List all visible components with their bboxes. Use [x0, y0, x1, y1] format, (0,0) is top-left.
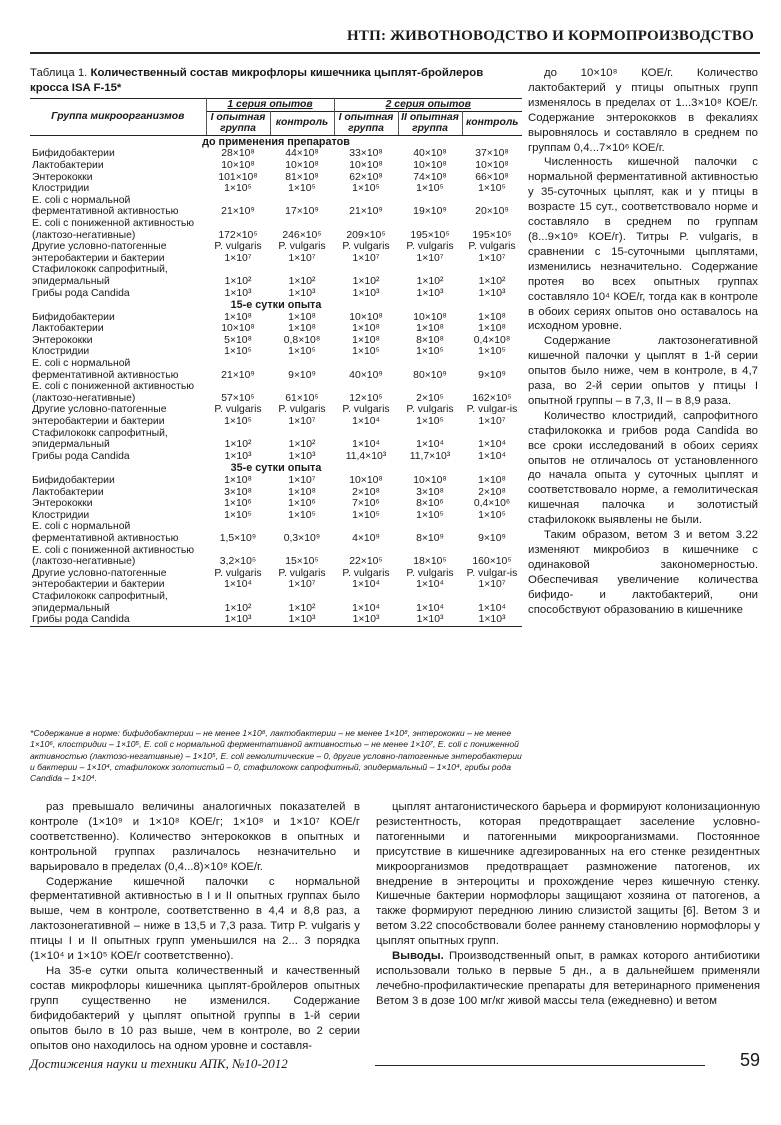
value-cell: 22×10⁵ [349, 556, 383, 568]
th-s1-ctrl: контроль [270, 111, 334, 135]
value-cell: 7×10⁶ [352, 498, 380, 510]
table-row [30, 148, 522, 160]
group-name-cell: E. coli с пониженной активностью (лактозо-негативные) [32, 381, 195, 404]
table-row [30, 195, 522, 218]
value-cell: 1×10² [224, 439, 252, 451]
value-cell: 1×10⁶ [224, 498, 252, 510]
th-group: Группа микроорганизмов [30, 99, 206, 136]
section-title: до применения препаратов [202, 135, 350, 148]
value-cell: 2×10⁸ [478, 486, 506, 498]
value-cell: 2×10⁸ [352, 486, 380, 498]
table-row [30, 346, 522, 358]
value-cell: 17×10⁹ [285, 206, 319, 218]
value-cell: P. vulgaris 1×10⁵ [406, 404, 454, 428]
group-name-cell: Клостридии [32, 509, 90, 521]
value-cell: 1×10⁵ [288, 509, 316, 521]
group-name-cell: Энтерококки [32, 334, 93, 346]
table-row [30, 521, 522, 544]
value-cell: 1×10³ [288, 287, 316, 299]
bottom-left-paragraph: раз превышало величины аналогичных показателей в контроле (1×10⁹ и 1×10⁸ КОЕ/г; 1×10⁸ и 1×10⁷ КОЕ/г соответственно). Количество энтерококков в опытных и контрольной группах различалось незначительно и варьировало в пределах (0,4...8)×10⁸ КОЕ/г. [30, 801, 360, 873]
value-cell: 28×10⁸ [221, 148, 255, 160]
table-body [30, 135, 522, 626]
value-cell: 1×10³ [224, 450, 252, 462]
section-title: 35-е сутки опыта [230, 462, 322, 475]
value-cell: 0,4×10⁶ [473, 498, 511, 510]
value-cell: P. vulgaris 1×10⁷ [468, 241, 516, 264]
value-cell: 11,4×10³ [345, 450, 387, 462]
value-cell: 3×10⁸ [416, 486, 444, 498]
page-footer [30, 1052, 760, 1078]
value-cell: 1×10⁴ [416, 602, 444, 614]
value-cell: 10×10⁸ [285, 159, 319, 171]
value-cell: 20×10⁹ [475, 206, 509, 218]
table-row [30, 172, 522, 184]
value-cell: 3,2×10⁵ [219, 556, 257, 568]
table-row [30, 568, 522, 591]
value-cell: 66×10⁸ [475, 171, 509, 183]
group-name-cell: Другие условно-патогенные энтеробактерии и бактерии [32, 241, 167, 264]
value-cell: 1×10⁸ [224, 475, 252, 486]
value-cell: 1×10³ [206, 614, 270, 626]
value-cell: 1×10⁴ [416, 439, 444, 451]
value-cell: 1×10⁴ [352, 602, 380, 614]
value-cell: 12×10⁵ [349, 392, 383, 404]
table-row [30, 264, 522, 287]
table-row [30, 288, 522, 300]
table-row [30, 475, 522, 487]
right-column-paragraph: до 10×10⁸ КОЕ/г. Количество лактобактерий у птицы опытных групп изменялось в пределах от 1...3×10⁸ КОЕ/г. Содержание энтерококков в фекалиях выровнялось и составляло в среднем по группам 0,4...7×10⁶ КОЕ/г. [528, 67, 758, 154]
value-cell: P. vulgaris 1×10⁴ [342, 404, 390, 428]
value-cell: 1×10⁸ [288, 311, 316, 323]
value-cell: 1×10⁵ [478, 509, 506, 521]
group-name-cell: Стафилококк сапрофитный, эпидермальный [32, 427, 168, 451]
table-row [30, 451, 522, 463]
right-column-paragraph: Численность кишечной палочки с нормальной ферментативной активностью у 35-суточных цыплят, как и у птицы в возрасте 15 сут., соответствовало норме и составляло в среднем по группам (8...9×10⁹ КОЕ/г). Титры P. vulgaris, в сравнении с 15-суточными цыплятами, изменились незначительно. Содержание протея во всех опытных группах составляло 10⁴ КОЕ/г, тогда как в контроле в обоих сериях опытов оно оставалось на исходном уровне. [528, 156, 758, 333]
group-name-cell: Клостридии [32, 346, 90, 358]
value-cell: 21×10⁹ [221, 206, 255, 218]
value-cell: 195×10⁵ [410, 229, 450, 241]
value-cell: 1×10⁵ [416, 509, 444, 521]
value-cell: 37×10⁸ [475, 148, 509, 160]
table-row [30, 545, 522, 568]
value-cell: 10×10⁸ [349, 159, 383, 171]
value-cell: 21×10⁹ [349, 206, 383, 218]
group-name-cell: Лактобактерии [32, 323, 104, 335]
value-cell: P. vulgaris 1×10⁷ [278, 241, 326, 264]
bottom-left-paragraph: На 35-е сутки опыта количественный и качественный состав микрофлоры кишечника цыплят-бройлеров опытных групп существенно не изменился. Содержание бифидобактерий у цыплят опытной группы в 1-й серии опытов было в 10 раз выше, чем в контроле, во 2 серии опытов оно находилось на одном уровне и составля- [30, 964, 360, 1052]
value-cell: 1×10⁸ [352, 323, 380, 335]
table-row [30, 381, 522, 404]
value-cell: P. vulgaris 1×10⁷ [278, 567, 326, 591]
value-cell: 2×10⁵ [416, 392, 444, 404]
table-row [30, 241, 522, 264]
value-cell: 9×10⁹ [288, 369, 316, 381]
value-cell: 10×10⁸ [221, 323, 255, 335]
value-cell: 10×10⁸ [413, 159, 447, 171]
group-name-cell: Грибы рода Candida [32, 287, 130, 299]
table-row [30, 358, 522, 381]
conclusions-heading: Выводы. [392, 950, 444, 963]
group-name-cell: Грибы рода Candida [30, 614, 206, 626]
table-caption-prefix: Таблица 1. [30, 67, 88, 79]
value-cell: 21×10⁹ [221, 369, 255, 381]
table-row [30, 614, 522, 626]
value-cell: 1×10⁵ [352, 509, 380, 521]
group-name-cell: E. coli с нормальной ферментативной активностью [32, 358, 179, 381]
group-name-cell: Бифидобактерии [32, 311, 115, 323]
right-column [528, 66, 758, 618]
table-row [30, 335, 522, 347]
table-row [30, 510, 522, 522]
bottom-left-column [30, 800, 360, 1053]
section-header-row [30, 462, 522, 475]
table-footnote: *Содержание в норме: бифидобактерии – не менее 1×10⁸, лактобактерии – не менее 1×10⁸, энтерококки – не менее 1×10⁶, клостридии – 1×10⁵, E. coli с нормальной ферментативной активностью – не менее 1×10⁷, E. coli с пониженной активностью (лактозо-негативные) – 1×10⁵, E. coli гемолитические – 0, другие условно-патогенные энтеробактерии и бактерии – 1×10⁴, стафилококк золотистый – 0, стафилококк сапрофитный, эпидермальный – 1×10⁴, грибы рода Candida – 1×10⁴. [30, 728, 522, 784]
value-cell: 1×10⁸ [352, 334, 380, 346]
group-name-cell: E. coli с нормальной ферментативной активностью [32, 521, 179, 544]
table-row [30, 428, 522, 451]
group-name-cell: Другие условно-патогенные энтеробактерии и бактерии [32, 404, 167, 428]
value-cell: 1×10⁵ [288, 346, 316, 358]
value-cell: 1×10⁴ [478, 602, 506, 614]
group-name-cell: E. coli с нормальной ферментативной активностью [32, 194, 179, 218]
value-cell: 74×10⁸ [413, 171, 447, 183]
value-cell: P. vulgaris 1×10⁴ [406, 567, 454, 591]
value-cell: 1×10⁸ [416, 323, 444, 335]
th-s2-ctrl: контроль [462, 111, 522, 135]
value-cell: 1×10⁵ [478, 346, 506, 358]
value-cell: 1×10⁸ [224, 311, 252, 323]
group-name-cell: Грибы рода Candida [32, 450, 130, 462]
value-cell: 61×10⁵ [285, 392, 319, 404]
value-cell: 57×10⁵ [221, 392, 255, 404]
value-cell: 10×10⁸ [349, 475, 383, 486]
table-row [30, 487, 522, 499]
value-cell: 1×10² [478, 275, 506, 287]
conclusions-text: Производственный опыт, в рамках которого антибиотики использовали только в первые 5 дн., а в дальнейшем применяли лечебно-профилактические препараты для ветеринарного применения Ветом 3 в дозе 100 мг/кг живой массы тела (ежедневно) и ветом [376, 950, 760, 1007]
value-cell: 62×10⁸ [349, 171, 383, 183]
group-name-cell: Лактобактерии [32, 159, 104, 171]
value-cell: 1×10⁵ [352, 346, 380, 358]
value-cell: 101×10⁸ [218, 171, 258, 183]
table-row [30, 404, 522, 427]
th-s2-exp2: II опытная группа [398, 111, 462, 135]
value-cell: 1×10² [288, 602, 316, 614]
value-cell: 1×10² [288, 439, 316, 451]
value-cell: P. vulgaris 1×10⁷ [406, 241, 454, 264]
value-cell: 1×10⁵ [288, 183, 316, 195]
table-row [30, 160, 522, 172]
value-cell: 209×10⁵ [346, 229, 386, 241]
right-column-paragraph: Таким образом, ветом 3 и ветом 3.22 изменяют микробиоз в кишечнике с одинаковой закономерностью. Обеспечивая увеличение количества бифидо- и лактобактерий, они способствуют образованию в кишечнике [528, 529, 758, 616]
value-cell: 1×10³ [352, 287, 380, 299]
group-name-cell: Бифидобактерии [32, 148, 115, 160]
value-cell: 1×10⁸ [288, 323, 316, 335]
value-cell: 18×10⁵ [413, 556, 447, 568]
value-cell: 1×10³ [398, 614, 462, 626]
journal-name: Достижения науки и техники АПК, №10-2012 [30, 1056, 288, 1071]
value-cell: 1×10⁴ [478, 450, 506, 462]
group-name-cell: Энтерококки [32, 171, 93, 183]
value-cell: 9×10⁹ [478, 532, 506, 544]
value-cell: 1×10⁴ [478, 439, 506, 451]
value-cell: 40×10⁹ [349, 369, 383, 381]
value-cell: 80×10⁹ [413, 369, 447, 381]
th-series-2: 2 серия опытов [334, 99, 522, 112]
value-cell: 1×10³ [288, 450, 316, 462]
value-cell: 1×10⁶ [288, 498, 316, 510]
value-cell: 162×10⁵ [472, 392, 512, 404]
table-caption-title: Количественный состав микрофлоры кишечника цыплят-бройлеров кросса ISA F-15* [30, 67, 484, 94]
value-cell: 1×10² [224, 602, 252, 614]
value-cell: 3×10⁸ [224, 486, 252, 498]
value-cell: P. vulgaris 1×10⁷ [278, 404, 326, 428]
value-cell: 81×10⁸ [285, 171, 319, 183]
value-cell: 1×10⁸ [288, 486, 316, 498]
value-cell: 1×10⁵ [224, 509, 252, 521]
value-cell: 11,7×10³ [409, 450, 451, 462]
group-name-cell: E. coli с пониженной активностью (лактозо-негативные) [32, 544, 195, 568]
section-header-row [30, 135, 522, 148]
right-column-paragraph: Содержание лактозонегативной кишечной палочки у цыплят в 1-й серии опытов было ниже, чем в контроле, в 4,7 раза, во 2-й серии опытов у птицы I опытной группы – в 7,3, II – в 8,9 раза. [528, 335, 758, 407]
header-title: НТП: ЖИВОТНОВОДСТВО И КОРМОПРОИЗВОДСТВО [347, 28, 754, 44]
value-cell: 0,4×10⁸ [473, 334, 511, 346]
group-name-cell: Стафилококк сапрофитный, эпидермальный [32, 264, 168, 287]
value-cell: 0,8×10⁸ [283, 334, 321, 346]
value-cell: 9×10⁹ [478, 369, 506, 381]
value-cell: 160×10⁵ [472, 556, 512, 568]
bottom-right-column [376, 800, 760, 1009]
group-name-cell: Энтерококки [32, 498, 93, 510]
footer-rule [375, 1065, 705, 1066]
value-cell: 1×10³ [334, 614, 398, 626]
value-cell: 1×10² [224, 275, 252, 287]
value-cell: 1×10³ [416, 287, 444, 299]
section-header-row [30, 299, 522, 312]
value-cell: 33×10⁸ [349, 148, 383, 160]
value-cell: 10×10⁸ [413, 311, 447, 323]
value-cell: 1×10⁸ [478, 323, 506, 335]
value-cell: 1×10³ [224, 287, 252, 299]
table-row [30, 323, 522, 335]
table-header-row-1 [30, 99, 522, 112]
value-cell: 15×10⁵ [285, 556, 319, 568]
value-cell: 1×10⁴ [352, 439, 380, 451]
page-number: 59 [739, 1050, 760, 1070]
value-cell: P. vulgaris 1×10⁷ [214, 241, 262, 264]
value-cell: 1×10³ [478, 287, 506, 299]
value-cell: 8×10⁹ [416, 532, 444, 544]
value-cell: 8×10⁶ [416, 498, 444, 510]
group-name-cell: E. coli с пониженной активностью (лактозо-негативные) [32, 217, 195, 241]
value-cell: 4×10⁹ [352, 532, 380, 544]
bottom-right-paragraph: цыплят антагонистического барьера и формируют колонизационную резистентность, которая предотвращает заселение условно-патогенными и патогенными микроорганизмами. Постоянное присутствие в кишечнике адгезированных на его стенке резидентных микроорганизмов предотвращает размножение патогенов, их внедрение в энтероциты и прохождение через кишечную стенку. Кишечные бактерии нормофлоры защищают хозяина от патогенов, а также формируют переднюю линию слизистой защиты [6]. Ветом 3 и ветом 3.22 способствовали более раннему становлению нормофлоры у цыплят опытных групп. [376, 801, 760, 948]
value-cell: 19×10⁹ [413, 206, 447, 218]
table-row [30, 312, 522, 324]
microflora-table [30, 98, 522, 627]
value-cell: 10×10⁸ [349, 311, 383, 323]
bottom-left-paragraph: Содержание кишечной палочки с нормальной ферментативной активностью в I и II опытных группах было выше, чем в контроле, соответственно в 4,4 и 8,8 раз, а лактозонегативной – ниже в 13,5 и 7,3 раза. Титр P. vulgaris у птицы I и II опытных групп уменьшился на 2... 3 порядка (1×10⁴ и 1×10⁵ КОЕ/г соответственно). [30, 875, 360, 963]
value-cell: 1×10⁵ [478, 183, 506, 195]
value-cell: 1×10³ [462, 614, 522, 626]
value-cell: 1×10⁵ [416, 346, 444, 358]
th-series-1: 1 серия опытов [206, 99, 334, 112]
value-cell: 1×10⁵ [224, 346, 252, 358]
value-cell: 1×10⁷ [288, 475, 316, 486]
group-name-cell: Бифидобактерии [32, 475, 115, 486]
th-s1-exp: I опытная группа [206, 111, 270, 135]
value-cell: 1×10² [352, 275, 380, 287]
table-row [30, 498, 522, 510]
conclusions-paragraph [376, 949, 760, 1009]
value-cell: 10×10⁸ [413, 475, 447, 486]
value-cell: 10×10⁸ [475, 159, 509, 171]
value-cell: 172×10⁵ [218, 229, 258, 241]
table-row [30, 183, 522, 195]
value-cell: 44×10⁸ [285, 148, 319, 160]
value-cell: P. vulgaris 1×10⁵ [214, 404, 262, 428]
right-column-paragraph: Количество клостридий, сапрофитного стафилококка и грибов рода Candida во все сроки исследований в обоих сериях опытов не отличалось от установленного до начала опыта у суточных цыплят и соответствовало норме, а гемолитическая кишечная палочка и золотистый стафилококк выявлены не были. [528, 409, 758, 527]
value-cell: 1×10² [416, 275, 444, 287]
value-cell: P. vulgaris 1×10⁴ [214, 567, 262, 591]
group-name-cell: Другие условно-патогенные энтеробактерии и бактерии [32, 567, 167, 591]
group-name-cell: Лактобактерии [32, 486, 104, 498]
section-title: 15-е сутки опыта [230, 299, 322, 312]
group-name-cell: Клостридии [32, 183, 90, 195]
table-caption [30, 66, 522, 95]
value-cell: P. vulgar-is 1×10⁷ [466, 404, 518, 428]
value-cell: 195×10⁵ [472, 229, 512, 241]
value-cell: P. vulgaris 1×10⁴ [342, 567, 390, 591]
value-cell: 1×10⁸ [478, 475, 506, 486]
value-cell: 1,5×10⁹ [219, 532, 257, 544]
value-cell: 1×10⁵ [416, 183, 444, 195]
value-cell: 1×10⁵ [224, 183, 252, 195]
value-cell: 1×10⁸ [478, 311, 506, 323]
value-cell: 40×10⁸ [413, 148, 447, 160]
value-cell: P. vulgar-is 1×10⁷ [466, 567, 518, 591]
value-cell: 1×10² [288, 275, 316, 287]
value-cell: 8×10⁸ [416, 334, 444, 346]
value-cell: 1×10³ [270, 614, 334, 626]
table-row [30, 218, 522, 241]
value-cell: 0,3×10⁹ [283, 532, 321, 544]
th-s2-exp1: I опытная группа [334, 111, 398, 135]
value-cell: 5×10⁸ [224, 334, 252, 346]
value-cell: P. vulgaris 1×10⁷ [342, 241, 390, 264]
value-cell: 246×10⁵ [282, 229, 322, 241]
running-header [30, 22, 760, 54]
value-cell: 10×10⁸ [221, 159, 255, 171]
value-cell: 1×10⁵ [352, 183, 380, 195]
table-row [30, 591, 522, 614]
group-name-cell: Стафилококк сапрофитный, эпидермальный [32, 590, 168, 614]
